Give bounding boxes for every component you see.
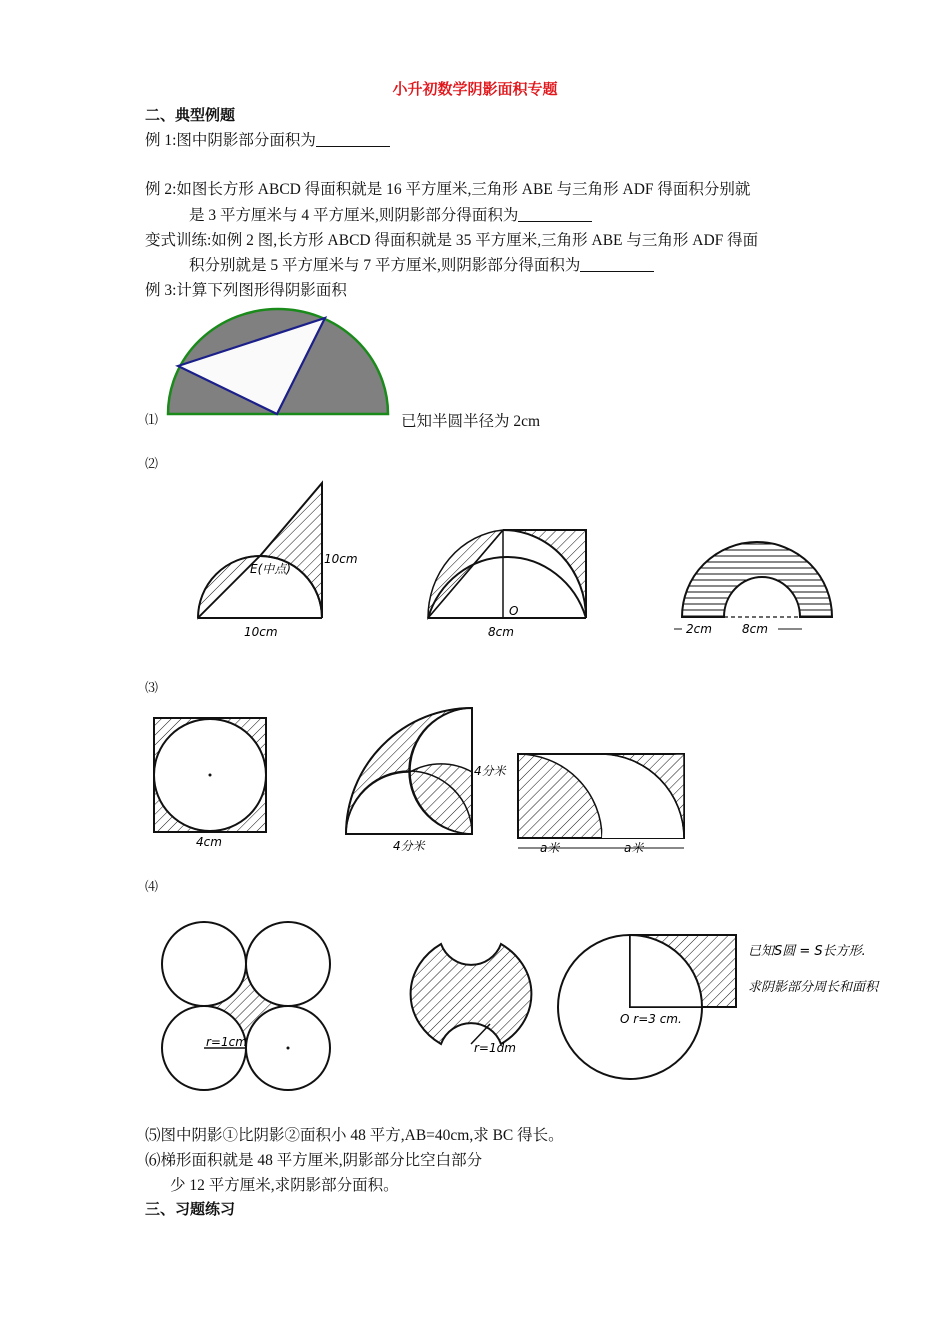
label-side-length: 4分米	[474, 764, 506, 778]
variant-line-1: 变式训练:如例 2 图,长方形 ABCD 得面积就是 35 平方厘米,三角形 ABE 与三角形 ADF 得面	[145, 232, 759, 249]
question-6-line-2: 少 12 平方厘米,求阴影部分面积。	[170, 1177, 399, 1194]
note-question: 求阴影部分周长和面积	[748, 980, 879, 995]
variant-text: 积分别就是 5 平方厘米与 7 平方厘米,则阴影部分得面积为	[189, 257, 581, 274]
problem-3-label: ⑶	[145, 680, 159, 695]
problem-4-label: ⑷	[145, 879, 159, 894]
example-1-text: 例 1:图中阴影部分面积为	[145, 132, 316, 149]
problem-1-label: ⑴	[145, 412, 159, 427]
figure-2b	[418, 490, 618, 660]
label-side-length: 4cm	[196, 835, 222, 849]
label-base-length: 4分米	[393, 839, 425, 853]
note-given: 已知S圆 = S长方形.	[748, 944, 866, 959]
problem-1-note: 已知半圆半径为 2cm	[401, 413, 541, 430]
label-right-width: a米	[624, 841, 644, 855]
section-heading-exercises: 三、习题练习	[145, 1202, 236, 1218]
figure-3a	[148, 712, 278, 852]
question-5: ⑸图中阴影①比阴影②面积小 48 平方,AB=40cm,求 BC 得长。	[145, 1127, 564, 1144]
question-6-line-1: ⑹梯形面积就是 48 平方厘米,阴影部分比空白部分	[145, 1152, 483, 1169]
figure-4c	[570, 925, 910, 1065]
label-radius: O r=3 cm.	[620, 1012, 682, 1026]
label-ring-width: 2cm	[686, 622, 712, 636]
figure-2c	[670, 505, 870, 645]
example-3: 例 3:计算下列图形得阴影面积	[145, 282, 347, 299]
figure-3b	[338, 700, 528, 860]
label-e-midpoint: E(中点)	[250, 562, 291, 576]
label-base-length: 10cm	[244, 625, 278, 639]
figure-3c	[512, 748, 712, 868]
figure-4a	[158, 918, 338, 1098]
problem-2-label: ⑵	[145, 456, 159, 471]
example-2-text: 是 3 平方厘米与 4 平方厘米,则阴影部分得面积为	[189, 207, 519, 224]
label-radius: r=1cm	[206, 1035, 247, 1049]
label-base-length: 8cm	[488, 625, 514, 639]
label-radius: r=1dm	[474, 1041, 516, 1055]
page-title: 小升初数学阴影面积专题	[392, 82, 558, 98]
label-left-width: a米	[540, 841, 560, 855]
figure-4b	[396, 936, 556, 1066]
figure-2a	[188, 478, 388, 648]
example-2-line-1: 例 2:如图长方形 ABCD 得面积就是 16 平方厘米,三角形 ABE 与三角形 ADF 得面积分别就	[145, 181, 751, 198]
label-side-length: 10cm	[324, 552, 358, 566]
label-inner-diameter: 8cm	[742, 622, 768, 636]
label-center-o: O	[509, 604, 519, 618]
section-heading-examples: 二、典型例题	[145, 108, 236, 124]
